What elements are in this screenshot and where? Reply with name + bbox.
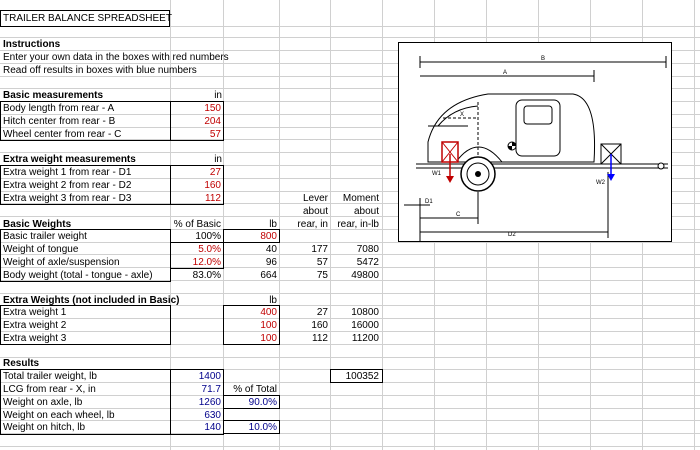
trailer-diagram: [398, 42, 672, 242]
extra-meas-row-label: Extra weight 3 from rear - D3: [3, 193, 132, 204]
door-window: [524, 106, 552, 124]
extra-weights-heading: Extra Weights (not included in Basic): [3, 295, 180, 306]
weights-row-label: Basic trailer weight: [3, 231, 87, 242]
extra-meas-row-label: Extra weight 1 from rear - D1: [3, 167, 132, 178]
hitch-center-input[interactable]: 204: [204, 116, 221, 127]
lever-header-3: rear, in: [297, 219, 328, 230]
basic-row-label: Wheel center from rear - C: [3, 129, 122, 140]
label-a: A: [503, 70, 508, 76]
extra-weights-row-label: Extra weight 2: [3, 320, 67, 331]
instructions-line-1: Enter your own data in the boxes with red numbers: [3, 52, 229, 63]
basic-weights-heading: Basic Weights: [3, 219, 72, 230]
hitch: [658, 163, 664, 169]
tongue-pct-input[interactable]: 5.0%: [198, 244, 221, 255]
moment-header-2: about: [353, 206, 379, 217]
sheet-title: TRAILER BALANCE SPREADSHEET: [3, 13, 172, 24]
pct-of-total-header: % of Total: [233, 384, 277, 395]
axle-moment: 5472: [356, 257, 379, 268]
label-d2: D2: [508, 232, 516, 238]
extra-weight-2-lever: 160: [311, 320, 328, 331]
instructions-line-2: Read off results in boxes with blue numbers: [3, 65, 197, 76]
axle-weight: 96: [265, 257, 277, 268]
total-moment: 100352: [345, 371, 379, 382]
moment-header-3: rear, in-lb: [337, 219, 379, 230]
extra-meas-unit: in: [214, 154, 222, 165]
results-row-label: LCG from rear - X, in: [3, 384, 96, 395]
tongue-weight: 40: [265, 244, 277, 255]
axle-pct-result: 90.0%: [248, 397, 277, 408]
extra-weight-1-lever: 27: [316, 307, 328, 318]
extra-meas-row-label: Extra weight 2 from rear - D2: [3, 180, 132, 191]
extra-weight-1-distance-input[interactable]: 27: [209, 167, 221, 178]
weights-row-label: Weight of tongue: [3, 244, 79, 255]
basic-measurements-heading: Basic measurements: [3, 90, 104, 101]
lever-header-2: about: [302, 206, 328, 217]
extra-weights-row-label: Extra weight 3: [3, 333, 67, 344]
label-x: X: [460, 112, 465, 118]
extra-weight-3-distance-input[interactable]: 112: [205, 193, 221, 204]
results-row-label: Total trailer weight, lb: [3, 371, 97, 382]
basic-pct: 100%: [195, 231, 221, 242]
extra-weights-unit: lb: [269, 295, 277, 306]
extra-weight-2-moment: 16000: [351, 320, 379, 331]
body-length-input[interactable]: 150: [204, 103, 221, 114]
body-moment: 49800: [351, 270, 379, 281]
extra-weight-2-distance-input[interactable]: 160: [204, 180, 221, 191]
weights-row-label: Body weight (total - tongue - axle): [3, 270, 153, 281]
moment-header-1: Moment: [342, 193, 379, 204]
extra-weight-1-input[interactable]: 400: [260, 307, 277, 318]
results-heading: Results: [3, 358, 40, 369]
label-w1: W1: [432, 171, 441, 177]
lb-header: lb: [269, 219, 277, 230]
results-row-label: Weight on hitch, lb: [3, 422, 86, 433]
instructions-heading: Instructions: [3, 39, 61, 50]
tongue-lever: 177: [311, 244, 328, 255]
extra-weight-2-input[interactable]: 100: [260, 320, 277, 331]
extra-meas-heading: Extra weight measurements: [3, 154, 136, 165]
weights-row-label: Weight of axle/suspension: [3, 257, 120, 268]
wheel-weight-result: 630: [204, 410, 221, 421]
body-lever: 75: [316, 270, 328, 281]
basic-weight-input[interactable]: 800: [260, 231, 277, 242]
body-pct: 83.0%: [192, 270, 221, 281]
axle-pct-input[interactable]: 12.0%: [192, 257, 221, 268]
hitch-weight-result: 140: [204, 422, 221, 433]
label-b: B: [541, 56, 546, 62]
label-d1: D1: [425, 199, 433, 205]
pct-header: % of Basic: [173, 219, 221, 230]
body-weight: 664: [260, 270, 277, 281]
label-c: C: [456, 212, 461, 218]
axle-lever: 57: [316, 257, 328, 268]
extra-weight-3-lever: 112: [312, 333, 328, 344]
lcg-result: 71.7: [201, 384, 221, 395]
tongue-moment: 7080: [356, 244, 379, 255]
basic-unit: in: [214, 90, 222, 101]
extra-weights-row-label: Extra weight 1: [3, 307, 67, 318]
results-row-label: Weight on each wheel, lb: [3, 410, 115, 421]
extra-weight-1-moment: 10800: [351, 307, 379, 318]
wheel-center-input[interactable]: 57: [209, 129, 221, 140]
lever-header-1: Lever: [302, 193, 328, 204]
basic-row-label: Hitch center from rear - B: [3, 116, 116, 127]
hitch-pct-result: 10.0%: [248, 422, 277, 433]
extra-weight-3-input[interactable]: 100: [260, 333, 277, 344]
basic-row-label: Body length from rear - A: [3, 103, 115, 114]
extra-weight-3-moment: 11200: [351, 333, 379, 344]
total-weight-result: 1400: [198, 371, 221, 382]
label-w2: W2: [596, 180, 605, 186]
results-row-label: Weight on axle, lb: [3, 397, 83, 408]
axle-weight-result: 1260: [198, 397, 221, 408]
